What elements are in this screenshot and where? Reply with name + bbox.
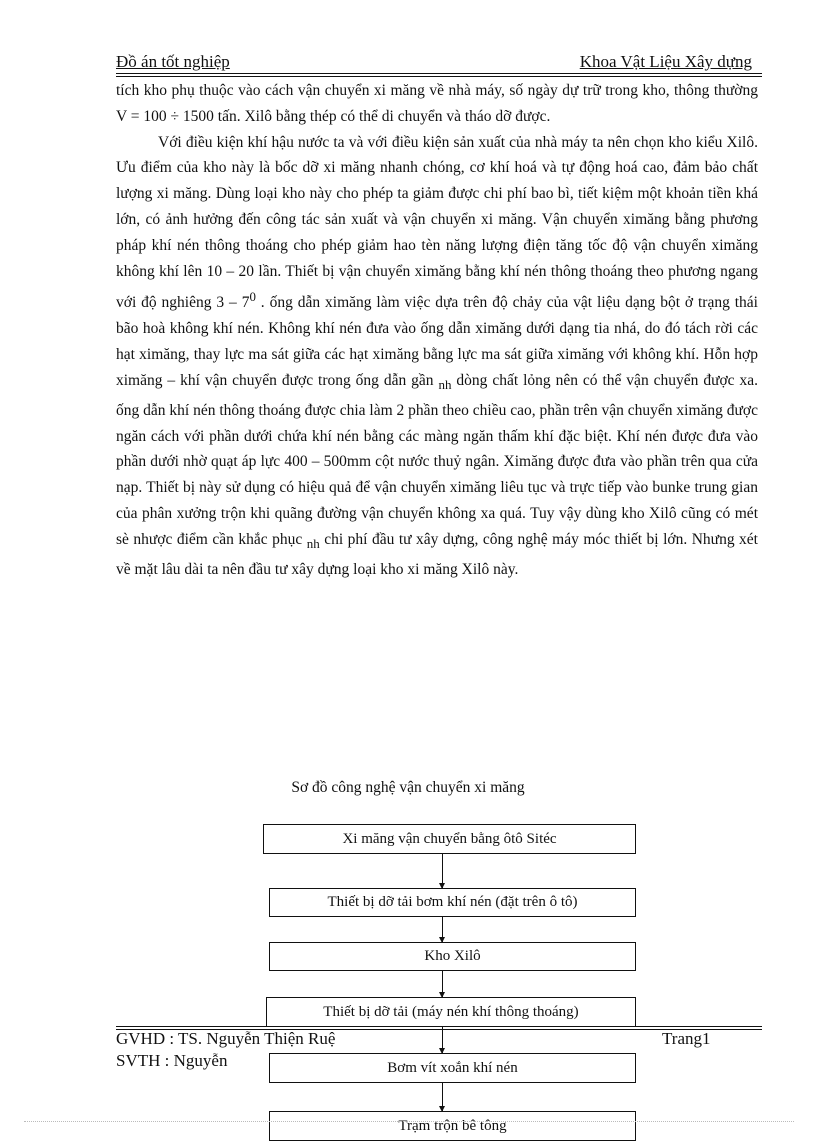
flow-step-mixing-station: Trạm trộn bê tông: [269, 1111, 636, 1141]
footer-rule-top: [116, 1026, 762, 1027]
flow-arrow-3: [442, 971, 443, 997]
paragraph-2-part-b: . ống dẫn ximăng làm việc dựa trên độ chảy của vật liệu dạng bột ở trạng thái bão hoà không khí nén. Không khí nén đưa vào ống dẫn ximăng dưới dạng tia nhá, do đó tách rời các hạt ximăng, thay lực ma sát giữa các hạt ximăng bằng lực ma sát giữa ximăng với không khí. Hỗn hợp ximăng – khí vận chuyển được trong ống dẫn gần: [116, 294, 758, 389]
subscript-nh-1: nh: [438, 376, 452, 392]
footer-supervisor: GVHD : TS. Nguyễn Thiện Ruệ: [116, 1029, 336, 1048]
flow-step-silo: Kho Xilô: [269, 942, 636, 971]
footer-student: SVTH : Nguyễn: [116, 1051, 228, 1070]
paragraph-2-part-a: Với điều kiện khí hậu nước ta và với điều kiện sản xuất của nhà máy ta nên chọn kho kiểu Xilô. Ưu điểm của kho này là bốc dỡ xi măng nhanh chóng, cơ khí hoá và tự động hoá cao, đảm bảo chất lượng xi măng. Dùng loại kho này cho phép ta giảm được chi phí bao bì, tiết kiệm một khoản tiền khá lớn, có ảnh hưởng đến công tác sản xuất và vận chuyển xi măng. Vận chuyển ximăng bằng phương pháp khí nén thông thoáng cho phép giảm hao tèn năng lượng điện tăng tốc độ vận chuyển ximăng không khí lên 10 – 20 lần. Thiết bị vận chuyển ximăng bằng khí nén thông thoáng theo phương ngang với độ nghiêng 3 – 7: [116, 133, 758, 312]
flow-arrow-1: [442, 854, 443, 888]
body-text: [116, 78, 758, 582]
flow-arrow-4: [442, 1027, 443, 1053]
paragraph-1: tích kho phụ thuộc vào cách vận chuyển xi măng về nhà máy, số ngày dự trữ trong kho, thông thường V = 100 ÷ 1500 tấn. Xilô bằng thép có thể di chuyển và tháo dỡ được.: [116, 82, 758, 125]
header-rule: [116, 73, 762, 74]
header-rule-double: [116, 76, 762, 77]
header-left: Đồ án tốt nghiệp: [116, 52, 230, 71]
flow-step-screw-pump: Bơm vít xoắn khí nén: [269, 1053, 636, 1083]
flow-step-compressor: Thiết bị dỡ tải (máy nén khí thông thoáng): [266, 997, 636, 1027]
flow-step-unloader-pump: Thiết bị dỡ tải bơm khí nén (đặt trên ô tô): [269, 888, 636, 917]
flow-arrow-2: [442, 917, 443, 942]
flow-step-truck: Xi măng vận chuyển bằng ôtô Sitéc: [263, 824, 636, 854]
superscript-degree: 0: [249, 289, 256, 305]
paragraph-2: [116, 130, 758, 583]
subscript-nh-2: nh: [306, 535, 320, 551]
page-bottom-edge: [24, 1121, 794, 1122]
paragraph-2-part-d: chi phí đầu tư xây dựng, công nghệ máy móc thiết bị lớn. Nhưng xét về mặt lâu dài ta nên đầu tư xây dựng loại kho xi măng Xilô này.: [116, 530, 758, 578]
footer-page-number: Trang1: [662, 1029, 711, 1048]
diagram-title: Sơ đồ công nghệ vận chuyển xi măng: [291, 779, 525, 796]
flow-arrow-5: [442, 1083, 443, 1111]
paragraph-2-part-c: dòng chất lỏng nên có thể vận chuyển được xa. ống dẫn khí nén thông thoáng được chia làm 2 phần theo chiều cao, phần trên vận chuyển ximăng được ngăn cách với phần dưới chứa khí nén bằng các màng ngăn thấm khí đặc biệt. Khí nén được đưa vào phần dưới nhờ quạt áp lực 400 – 500mm cột nước thuỷ ngân. Ximăng được đưa vào phần trên qua cửa nạp. Thiết bị này sử dụng có hiệu quả để vận chuyển ximăng liêu tục và trực tiếp vào bunke trung gian của phân xưởng trộn khi quãng đường vận chuyển không xa quá. Tuy vậy dùng kho Xilô cũng có mét sè nhược điểm cần khắc phục: [116, 371, 758, 548]
header-right: Khoa Vật Liệu Xây dựng: [579, 52, 752, 71]
